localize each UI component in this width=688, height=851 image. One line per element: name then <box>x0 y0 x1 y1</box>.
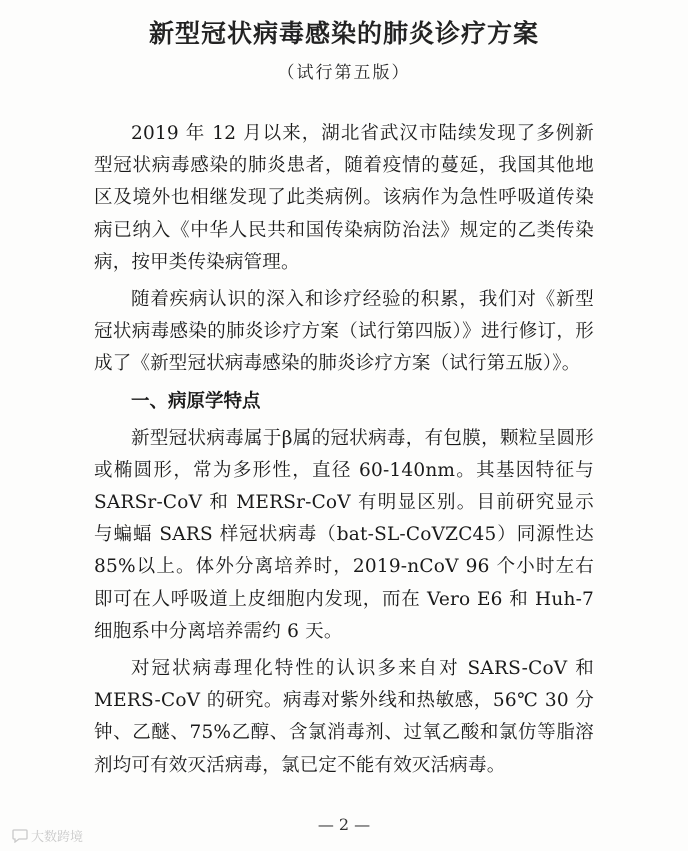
page-number: — 2 — <box>317 815 371 834</box>
watermark <box>12 826 83 845</box>
paragraph-intro-1: 2019 年 12 月以来，湖北省武汉市陆续发现了多例新型冠状病毒感染的肺炎患者，随着疫情的蔓延，我国其他地区及境外也相继发现了此类病例。该病作为急性呼吸道传染病已纳入《中华人民共和国传染病防治法》规定的乙类传染病，按甲类传染病管理。 <box>94 123 594 273</box>
document-subtitle: （试行第五版） <box>277 63 411 83</box>
chat-bubble-icon <box>12 829 28 843</box>
document-body <box>94 118 594 787</box>
section-heading: 一、病原学特点 <box>131 390 261 412</box>
watermark-text: 大数跨境 <box>31 830 84 845</box>
paragraph-pathogen-2: 对冠状病毒理化特性的认识多来自对 SARS-CoV 和 MERS-CoV 的研究。病毒对紫外线和热敏感，56℃ 30 分钟、乙醚、75%乙醇、含氯消毒剂、过氧乙酸和氯仿等脂溶剂均可有效灭活病毒，氯已定不能有效灭活病毒。 <box>94 658 594 776</box>
paragraph-intro-2: 随着疾病认识的深入和诊疗经验的积累，我们对《新型冠状病毒感染的肺炎诊疗方案（试行第四版）》进行修订，形成了《新型冠状病毒感染的肺炎诊疗方案（试行第五版）》。 <box>94 289 594 375</box>
document-title: 新型冠状病毒感染的肺炎诊疗方案 <box>148 19 539 48</box>
paragraph-pathogen-1: 新型冠状病毒属于β属的冠状病毒，有包膜，颗粒呈圆形或椭圆形，常为多形性，直径 60-140nm。其基因特征与 SARSr-CoV 和 MERSr-CoV 有明显区别。目前研究显示与蝙蝠 SARS 样冠状病毒（bat-SL-CoVZC45）同源性达 85%以上。体外分离培养时，2019-nCoV 96 个小时左右即可在人呼吸道上皮细胞内发现，而在 Vero E6 和 Huh-7 细胞系中分离培养需约 6 天。 <box>94 427 594 642</box>
